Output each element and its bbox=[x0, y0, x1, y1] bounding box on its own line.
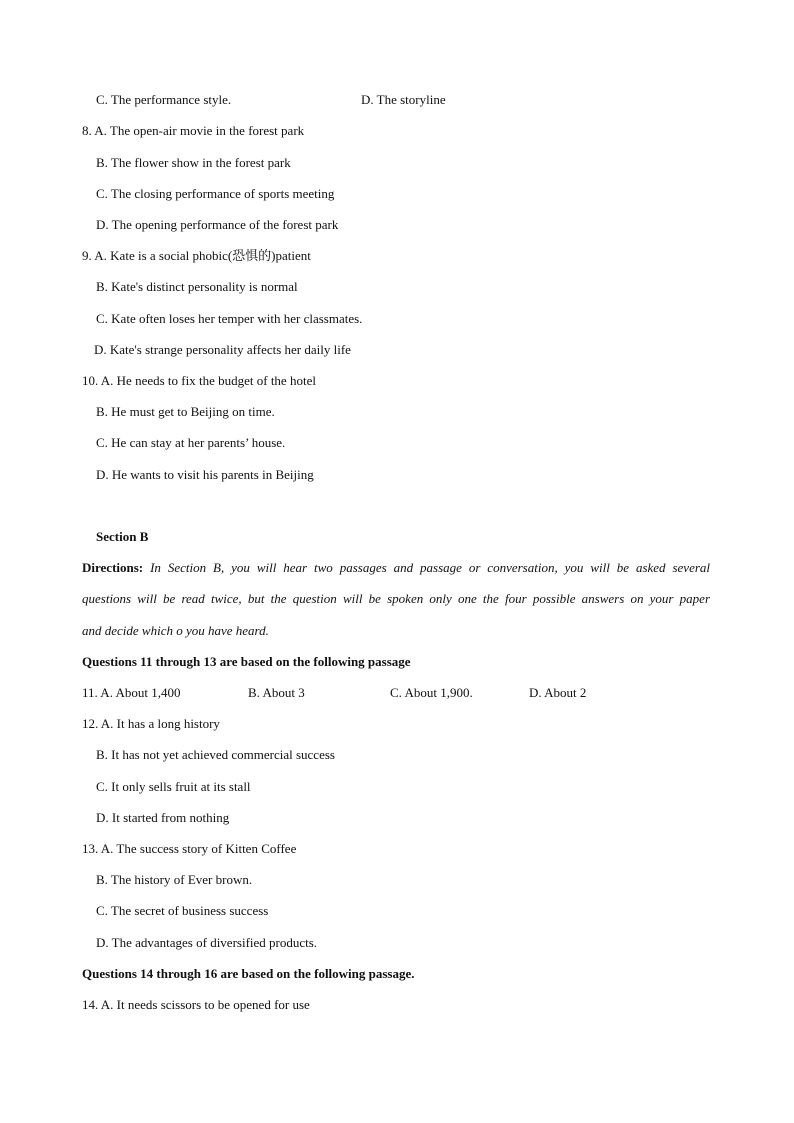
q10-option-a: 10. A. He needs to fix the budget of the hotel bbox=[82, 373, 316, 388]
q12-option-c: C. It only sells fruit at its stall bbox=[96, 779, 251, 794]
q12-option-a: 12. A. It has a long history bbox=[82, 716, 220, 731]
directions-label: Directions: bbox=[82, 560, 144, 575]
q8-option-c: C. The closing performance of sports meeting bbox=[96, 186, 335, 201]
q12-option-d: D. It started from nothing bbox=[96, 810, 230, 825]
q10-option-c: C. He can stay at her parents’ house. bbox=[96, 435, 286, 450]
q8-option-b: B. The flower show in the forest park bbox=[96, 155, 291, 170]
q9-option-c: C. Kate often loses her temper with her classmates. bbox=[96, 311, 363, 326]
q10-option-b: B. He must get to Beijing on time. bbox=[96, 404, 275, 419]
q13-option-d: D. The advantages of diversified products. bbox=[96, 935, 318, 950]
directions-line-1 bbox=[82, 560, 710, 576]
directions-line-3: and decide which o you have heard. bbox=[82, 623, 269, 638]
q11-option-a: 11. A. About 1,400 bbox=[82, 685, 181, 700]
q7-option-c: C. The performance style. bbox=[96, 92, 232, 107]
q10-option-d: D. He wants to visit his parents in Beijing bbox=[96, 467, 314, 482]
q11-option-d: D. About 2 bbox=[529, 685, 587, 700]
directions-text-1: In Section B, you will hear two passages and passage or conversation, you will be asked several bbox=[150, 560, 711, 575]
q7-options-row bbox=[82, 92, 710, 108]
directions-line-2: questions will be read twice, but the question will be spoken only one the four possible answers on your paper bbox=[82, 591, 710, 606]
q11-options-row bbox=[82, 685, 710, 701]
q13-option-a: 13. A. The success story of Kitten Coffee bbox=[82, 841, 297, 856]
q7-option-d: D. The storyline bbox=[361, 92, 446, 107]
q8-option-d: D. The opening performance of the forest park bbox=[96, 217, 339, 232]
q9-option-d: D. Kate's strange personality affects her daily life bbox=[94, 342, 351, 357]
q14-option-a: 14. A. It needs scissors to be opened for use bbox=[82, 997, 310, 1012]
q9-option-a: 9. A. Kate is a social phobic(恐惧的)patient bbox=[82, 248, 311, 263]
section-title: Section B bbox=[96, 529, 149, 544]
q8-option-a: 8. A. The open-air movie in the forest park bbox=[82, 123, 305, 138]
group-header-14-16: Questions 14 through 16 are based on the following passage. bbox=[82, 966, 415, 981]
q9-option-b: B. Kate's distinct personality is normal bbox=[96, 279, 298, 294]
q13-option-b: B. The history of Ever brown. bbox=[96, 872, 253, 887]
q11-option-c: C. About 1,900. bbox=[390, 685, 473, 700]
q13-option-c: C. The secret of business success bbox=[96, 903, 269, 918]
q12-option-b: B. It has not yet achieved commercial success bbox=[96, 747, 335, 762]
q11-option-b: B. About 3 bbox=[248, 685, 305, 700]
group-header-11-13: Questions 11 through 13 are based on the following passage bbox=[82, 654, 411, 669]
